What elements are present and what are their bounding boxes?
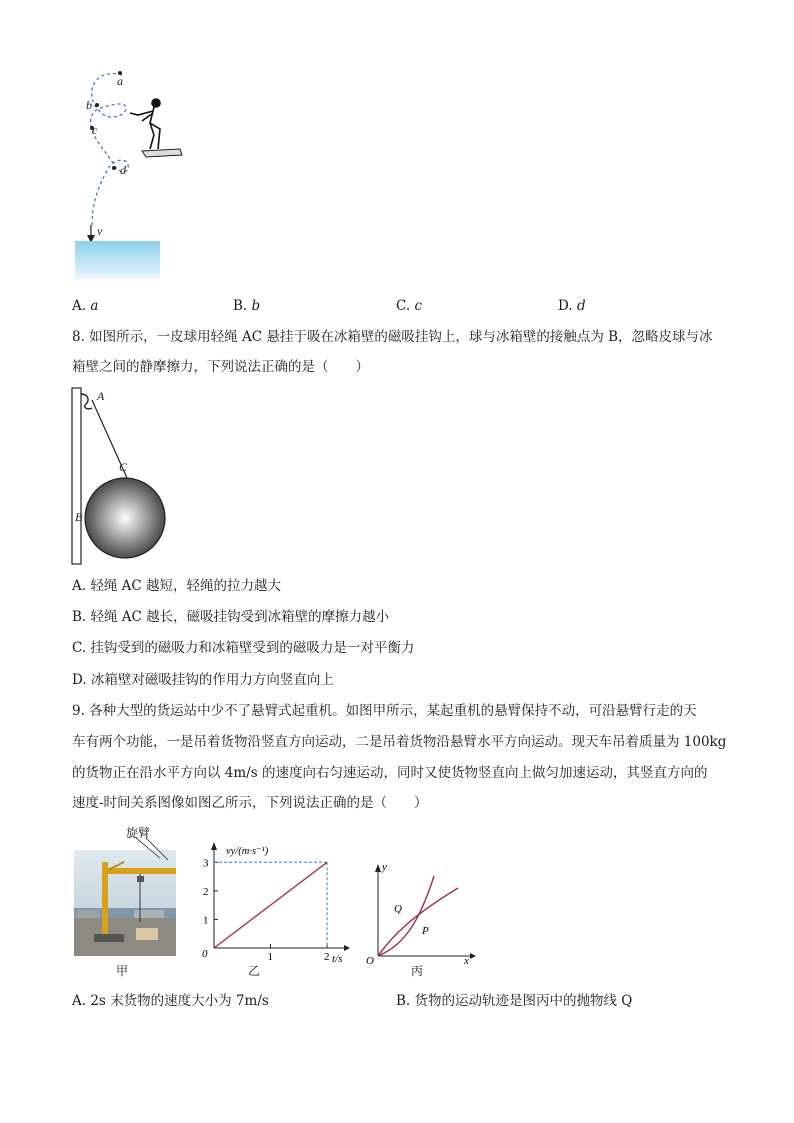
- chart-origin: 0: [202, 948, 208, 960]
- label-B: B: [75, 510, 83, 524]
- label-b: b: [86, 98, 92, 112]
- caption-yi: 乙: [248, 964, 261, 978]
- label-P: P: [422, 925, 429, 937]
- label-x: x: [464, 955, 469, 966]
- q9-stem-line1: 9. 各种大型的货运站中少不了悬臂式起重机。如图甲所示，某起重机的悬臂保持不动，可沿悬臂行走的天: [72, 703, 697, 719]
- q9-stem-line3: 的货物正在沿水平方向以 4m/s 的速度向右匀速运动，同时又使货物竖直向上做匀加速运动，其竖直方向的: [72, 765, 708, 781]
- series-vy-line: [214, 862, 327, 948]
- q9-stem-line2: 车有两个功能，一是吊着货物沿竖直方向运动，二是吊着货物沿悬臂水平方向运动。现天车吊着质量为 100kg: [72, 734, 727, 750]
- label-Q: Q: [394, 903, 402, 915]
- fridge-wall: [72, 388, 81, 564]
- water-surface: [75, 241, 160, 279]
- y-tick-label-2: 2: [203, 885, 209, 898]
- arm-label: 旋臂: [126, 826, 151, 840]
- diving-platform: [142, 149, 182, 157]
- q8-option-c[interactable]: C. 挂钩受到的磁吸力和冰箱壁受到的磁吸力是一对平衡力: [72, 640, 415, 656]
- label-C: C: [119, 460, 128, 474]
- ball: [85, 478, 165, 558]
- ball-hanging-figure: [68, 386, 178, 570]
- label-c: c: [92, 123, 98, 137]
- y-tick-label-1: 1: [203, 914, 209, 927]
- magnetic-hook: [81, 394, 92, 409]
- q7-option-a[interactable]: A. a: [72, 298, 99, 314]
- q9-option-b[interactable]: B. 货物的运动轨迹是图丙中的抛物线 Q: [396, 993, 633, 1009]
- chart-x-arrow: [344, 945, 350, 951]
- q8-option-a[interactable]: A. 轻绳 AC 越短，轻绳的拉力越大: [72, 578, 281, 594]
- q8-stem-line1: 8. 如图所示，一皮球用轻绳 AC 悬挂于吸在冰箱壁的磁吸挂钩上，球与冰箱壁的接触点为 B，忽略皮球与冰: [72, 329, 713, 345]
- q7-option-b[interactable]: B. b: [233, 298, 261, 314]
- trajectory-xy-figure: [362, 856, 482, 966]
- label-v: v: [97, 224, 103, 238]
- vt-chart: [196, 838, 356, 966]
- q8-option-b[interactable]: B. 轻绳 AC 越长，磁吸挂钩受到冰箱壁的摩擦力越小: [72, 609, 390, 625]
- crane-photo: [74, 838, 176, 956]
- label-a: a: [117, 74, 123, 88]
- label-d: d: [120, 163, 126, 177]
- caption-jia: 甲: [116, 964, 129, 978]
- q8-option-d[interactable]: D. 冰箱壁对磁吸挂钩的作用力方向竖直向上: [72, 672, 334, 688]
- trajectory-path: [91, 74, 129, 225]
- point-d: [112, 166, 116, 170]
- chart-y-arrow: [211, 842, 217, 850]
- chart-x-label: t/s: [332, 953, 343, 965]
- y-tick-label-3: 3: [203, 857, 209, 870]
- label-y: y: [382, 861, 387, 873]
- caption-bing: 丙: [411, 964, 424, 978]
- q9-stem-line4: 速度-时间关系图像如图乙所示，下列说法正确的是（ ）: [72, 795, 428, 811]
- x-tick-label-2: 2: [324, 951, 330, 963]
- curve-q: [378, 888, 458, 956]
- q7-option-d[interactable]: D. d: [558, 298, 586, 314]
- point-b: [95, 103, 99, 107]
- label-A: A: [97, 389, 105, 403]
- diver-figure: [130, 99, 160, 149]
- q9-option-a[interactable]: A. 2s 末货物的速度大小为 7m/s: [72, 993, 269, 1009]
- x-tick-label-1: 1: [267, 951, 274, 963]
- q8-stem-line2: 箱壁之间的静摩擦力，下列说法正确的是（ ）: [72, 359, 369, 375]
- q7-option-c[interactable]: C. c: [396, 298, 422, 314]
- chart-y-label: vy/(m·s⁻¹): [226, 846, 269, 857]
- label-origin: O: [366, 955, 374, 966]
